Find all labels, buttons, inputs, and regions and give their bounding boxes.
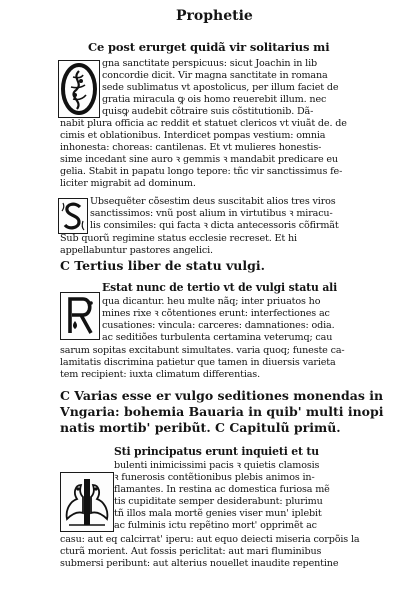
chapter-heading: natis mortib' peribũt. C Capitulũ primũ. xyxy=(60,420,341,435)
text-line: appellabuntur pastores angelici. xyxy=(60,245,213,256)
text-line: sime incedant sine auro ꝛ gemmis ꝛ mandabit predicare eu xyxy=(60,154,338,165)
text-line: liciter migrabit ad dominum. xyxy=(60,178,196,189)
text-line: nabit plura officia ac reddit et statuet clericos vt viuãt de. de xyxy=(60,118,347,129)
text-line: inhonesta: choreas: cantilenas. Et vt mulieres honestis- xyxy=(60,142,322,153)
text-line: lamitatis discrimina patietur que tamen in diuersis varieta xyxy=(60,357,336,368)
text-line: cturã morient. Aut fossis periclitat: aut mari fluminibus xyxy=(60,546,322,557)
text-line: mines rixe ꝛ cõtentiones erunt: interfectiones ac xyxy=(102,308,330,319)
running-header: Prophetie xyxy=(176,8,253,24)
text-line: gelia. Stabit in papatu longo tepore: tñc vir sanctissimus fe- xyxy=(60,166,343,177)
text-line: tem recipient: iuxta climatum differentias. xyxy=(60,369,260,380)
text-line: flamantes. In restina ac domestica furiosa mẽ xyxy=(114,484,330,495)
text-line: sanctissimos: vnũ post alium in virtutibus ꝛ miracu- xyxy=(90,208,333,219)
text-line: Ubsequẽter cõsestim deus suscitabit alios tres viros xyxy=(90,196,336,207)
text-line: Estat nunc de tertio vt de vulgi statu ali xyxy=(102,282,338,294)
ornamental-initial-icon xyxy=(60,292,100,340)
text-line: gna sanctitate perspicuus: sicut Joachin in lib xyxy=(102,58,318,69)
chapter-heading: C Varias esse er vulgo seditiones monendas in xyxy=(60,388,384,403)
text-line: submersi peribunt: aut alterius nouellet inaudite repentine xyxy=(60,558,339,569)
text-line: Ce post erurget quidã vir solitarius mi xyxy=(88,40,330,54)
text-line: ac fulminis ictu repẽtino mort' opprimẽt ac xyxy=(114,520,317,531)
ornamental-initial-icon xyxy=(58,198,88,234)
text-line: Sti principatus erunt inquieti et tu xyxy=(114,446,319,458)
text-line: quisꝙ audebit cõtraire suis cõstitutionib. Dã- xyxy=(102,106,314,117)
text-line: qua dicantur. heu multe nãq; inter priuatos ho xyxy=(102,296,321,307)
chapter-heading: C Tertius liber de statu vulgi. xyxy=(60,258,265,273)
griffin-initial-icon xyxy=(60,472,114,532)
chapter-heading: Vngaria: bohemia Bauaria in quib' multi inopi xyxy=(60,404,384,419)
text-line: concordie dicit. Vir magna sanctitate in romana xyxy=(102,70,328,81)
text-line: ꝛ funerosis contẽtionibus plebis animos in- xyxy=(114,472,315,483)
text-line: tñ illos mala mortẽ genies viser mun' iplebit xyxy=(114,508,322,519)
text-line: sede sublimatus vt apostolicus, per illum faciet de xyxy=(102,82,339,93)
text-line: cusationes: vincula: carceres: damnationes: odia. xyxy=(102,320,335,331)
text-line: ac seditiões turbulenta certamina veterumq; cau xyxy=(102,332,333,343)
foliate-initial-icon xyxy=(58,60,100,118)
text-line: gratia miracula ꝙ ois homo reuerebit illum. nec xyxy=(102,94,327,105)
text-line: bulenti inimicissimi pacis ꝛ quietis clamosis xyxy=(114,460,320,471)
text-line: cimis et oblationibus. Interdicet pompas vestium: omnia xyxy=(60,130,326,141)
text-line: tis cupiditate semper desiderabunt: plurimu xyxy=(114,496,323,507)
text-line: lis consimiles: qui facta ꝛ dicta antecessoris cõfirmãt xyxy=(90,220,339,231)
text-line: sarum sopitas excitabunt simultates. varia quoq; funeste ca- xyxy=(60,345,345,356)
text-line: casu: aut eq calcirrat' iperu: aut equo deiecti miseria corpõis la xyxy=(60,534,360,545)
text-line: Sub quorũ regimine status ecclesie recreset. Et hi xyxy=(60,233,297,244)
